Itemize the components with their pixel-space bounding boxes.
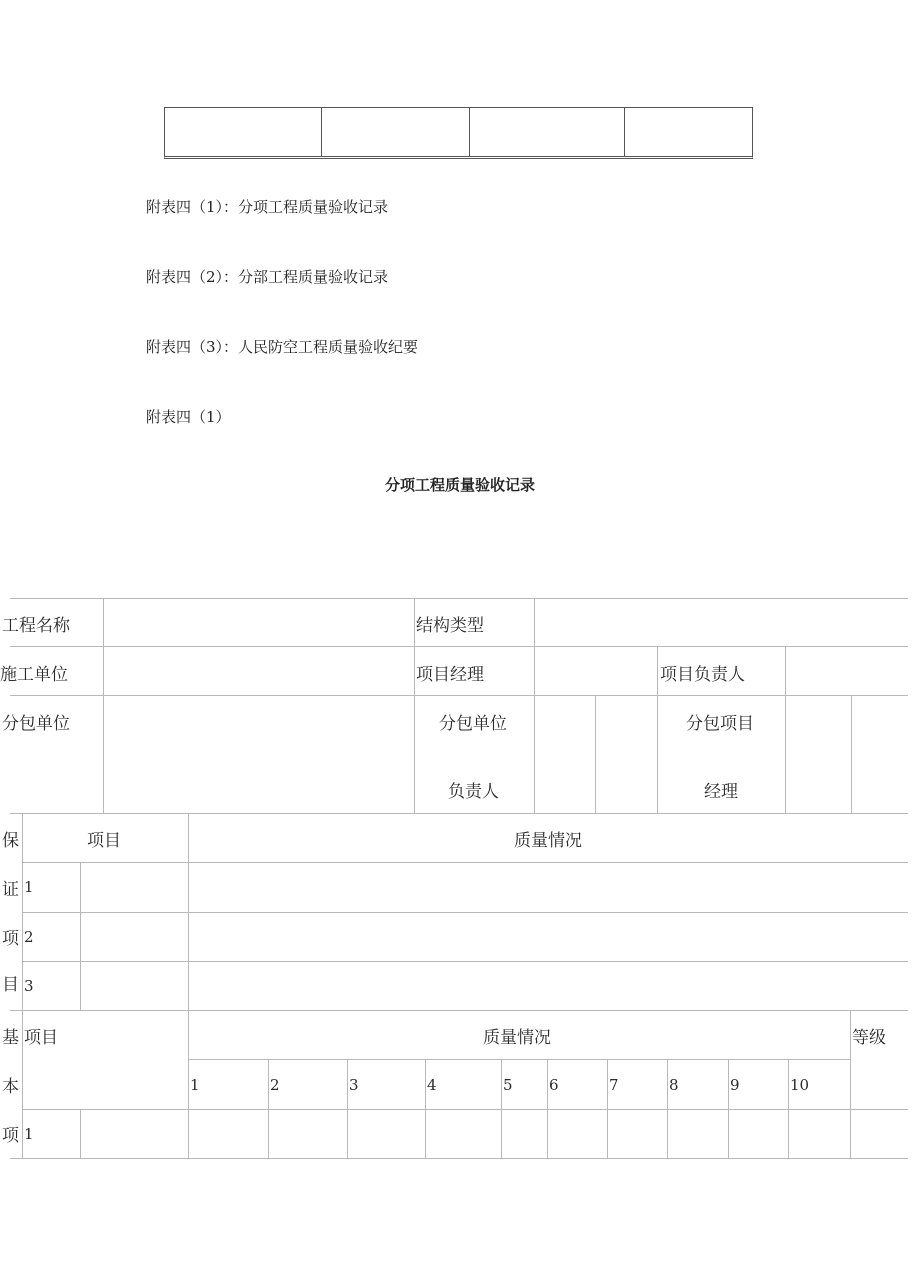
column-number: 2 <box>270 1076 280 1094</box>
grid-line <box>10 695 908 696</box>
column-number: 7 <box>609 1076 619 1094</box>
grade-header: 等级 <box>852 1028 886 1048</box>
sub-project-manager-label: 经理 <box>704 782 738 802</box>
grid-line <box>10 598 908 599</box>
column-number: 3 <box>349 1076 359 1094</box>
column-number: 6 <box>549 1076 559 1094</box>
item-header: 项目 <box>87 831 121 851</box>
row-number: 1 <box>24 878 34 896</box>
grid-line <box>728 1059 729 1158</box>
grid-line <box>80 1109 81 1158</box>
grid-line <box>10 813 908 814</box>
column-number: 10 <box>790 1076 810 1094</box>
project-name-label: 工程名称 <box>2 616 70 636</box>
grid-line <box>268 1059 269 1158</box>
column-number: 4 <box>427 1076 437 1094</box>
grid-line <box>22 912 908 913</box>
grid-line <box>80 862 81 1010</box>
sub-unit-lead-label: 负责人 <box>448 782 499 802</box>
grid-line <box>501 1059 502 1158</box>
subcontractor-label: 分包单位 <box>2 714 70 734</box>
structure-type-label: 结构类型 <box>416 616 484 636</box>
section-side-char: 本 <box>2 1077 19 1097</box>
appendix-item-1: 附表四（1）：分项工程质量验收记录 <box>146 198 389 216</box>
grid-line <box>785 646 786 813</box>
grid-line <box>547 1059 548 1158</box>
project-manager-label: 项目经理 <box>416 665 484 685</box>
grid-line <box>22 813 23 1158</box>
grid-line <box>22 961 908 962</box>
quality-header: 质量情况 <box>514 831 582 851</box>
column-number: 8 <box>669 1076 679 1094</box>
quality-header: 质量情况 <box>483 1028 551 1048</box>
grid-line <box>595 695 596 813</box>
grid-line <box>347 1059 348 1158</box>
section-side-char: 保 <box>2 831 19 851</box>
grid-line <box>425 1059 426 1158</box>
grid-line <box>851 695 852 813</box>
row-number: 3 <box>24 977 34 995</box>
form-title: 分项工程质量验收记录 <box>384 476 535 494</box>
grid-line <box>22 1109 908 1110</box>
section-side-char: 证 <box>2 880 19 900</box>
row-number: 1 <box>24 1125 34 1143</box>
sub-project-label: 分包项目 <box>686 714 754 734</box>
section-side-char: 项 <box>2 1126 19 1146</box>
grid-line <box>10 1010 908 1011</box>
sub-unit-label: 分包单位 <box>439 714 507 734</box>
grid-line <box>188 1059 850 1060</box>
column-number: 9 <box>730 1076 740 1094</box>
grid-line <box>414 598 415 813</box>
section-side-char: 项 <box>2 929 19 949</box>
column-number: 5 <box>503 1076 513 1094</box>
grid-line <box>10 646 908 647</box>
grid-line <box>22 862 908 863</box>
grid-line <box>534 598 535 813</box>
grid-line <box>850 1010 851 1158</box>
grid-line <box>667 1059 668 1158</box>
section-side-char: 基 <box>2 1028 19 1048</box>
appendix-heading: 附表四（1） <box>146 408 231 426</box>
appendix-item-2: 附表四（2）：分部工程质量验收记录 <box>146 268 389 286</box>
row-number: 2 <box>24 928 34 946</box>
grid-line <box>607 1059 608 1158</box>
grid-line <box>103 598 104 813</box>
construction-unit-label: 施工单位 <box>0 665 68 685</box>
item-header: 项目 <box>24 1028 58 1048</box>
column-number: 1 <box>190 1076 200 1094</box>
grid-line <box>788 1059 789 1158</box>
appendix-item-3: 附表四（3）：人民防空工程质量验收纪要 <box>146 338 419 356</box>
grid-line <box>188 813 189 1158</box>
grid-line <box>10 1158 908 1159</box>
grid-line <box>657 646 658 813</box>
section-side-char: 目 <box>2 975 19 995</box>
project-lead-label: 项目负责人 <box>660 665 745 685</box>
